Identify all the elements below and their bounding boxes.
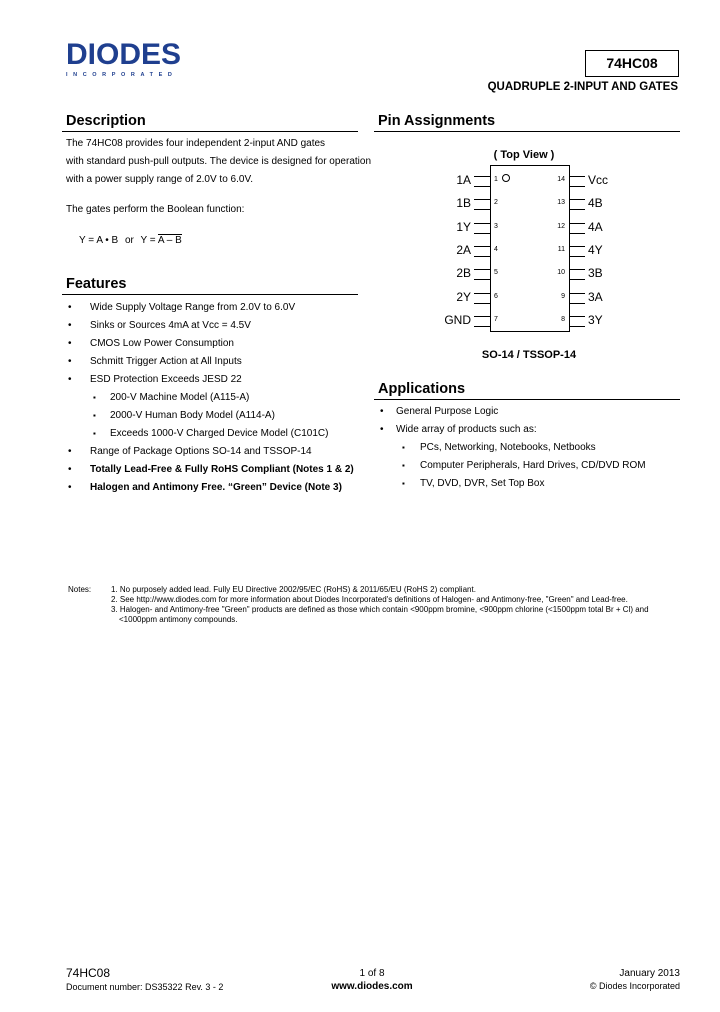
pin-lead <box>569 293 585 304</box>
pin1-marker-icon <box>502 174 510 182</box>
feature-item <box>68 299 358 317</box>
application-subitem <box>380 457 680 475</box>
pin-name-right: 4B <box>588 196 603 211</box>
square-bullet-icon: ▪ <box>93 429 96 438</box>
note-item: <1000ppm antimony compounds. <box>119 615 238 624</box>
feature-text: ESD Protection Exceeds JESD 22 <box>90 374 242 385</box>
bullet-icon: • <box>68 464 72 475</box>
boolean-intro: The gates perform the Boolean function: <box>66 204 245 215</box>
pin-number-right: 11 <box>557 245 565 253</box>
pin-number-left: 5 <box>494 269 498 277</box>
description-line: with standard push-pull outputs. The device is designed for operation <box>66 156 372 167</box>
feature-text: Exceeds 1000-V Charged Device Model (C101C) <box>110 428 329 439</box>
diodes-logo: DIODES <box>66 38 182 71</box>
feature-text: Halogen and Antimony Free. “Green” Device (Note 3) <box>90 482 342 493</box>
pin-lead <box>474 223 490 234</box>
description-rule <box>62 131 358 132</box>
pin-number-right: 9 <box>561 292 565 300</box>
pin-number-left: 1 <box>494 176 498 183</box>
feature-item <box>68 335 358 353</box>
pin-lead <box>569 246 585 257</box>
application-subitem <box>380 475 680 493</box>
bullet-icon: • <box>68 356 72 367</box>
pin-name-left: 2B <box>456 266 471 281</box>
description-line: with a power supply range of 2.0V to 6.0V. <box>66 174 253 185</box>
feature-text: 200-V Machine Model (A115-A) <box>110 392 250 403</box>
footer-page-number: 1 of 8 <box>359 968 385 979</box>
pin-lead <box>569 176 585 187</box>
applications-title: Applications <box>378 381 466 397</box>
bullet-icon: • <box>68 482 72 493</box>
diodes-logo-subtext: INCORPORATED <box>66 72 178 78</box>
pin-lead <box>474 269 490 280</box>
application-item <box>380 403 680 421</box>
note-item: 3. Halogen- and Antimony-free "Green" products are defined as those which contain <900ppm bromine, <900ppm chlorine (<1500ppm total Br + Cl) and <box>111 605 649 614</box>
feature-text: Wide Supply Voltage Range from 2.0V to 6.0V <box>90 302 296 313</box>
square-bullet-icon: ▪ <box>402 479 405 488</box>
part-number: 74HC08 <box>606 55 658 71</box>
pin-name-right: 4A <box>588 219 603 234</box>
description-title: Description <box>66 113 146 129</box>
feature-text: Schmitt Trigger Action at All Inputs <box>90 356 242 367</box>
equation-or: or <box>124 235 134 246</box>
pin-lead <box>569 199 585 210</box>
pin-lead <box>569 269 585 280</box>
package-label: SO-14 / TSSOP-14 <box>481 349 577 361</box>
square-bullet-icon: ▪ <box>402 443 405 452</box>
equation-2-right: A – B <box>157 235 182 246</box>
feature-item <box>68 443 358 461</box>
bullet-icon: • <box>68 374 72 385</box>
pin-name-left: 1A <box>456 173 471 187</box>
pin-lead <box>474 293 490 304</box>
application-text: TV, DVD, DVR, Set Top Box <box>420 478 545 489</box>
note-item: 1. No purposely added lead. Fully EU Directive 2002/95/EC (RoHS) & 2011/65/EU (RoHS 2) compliant. <box>111 585 476 594</box>
bullet-icon: • <box>380 424 384 435</box>
application-text: General Purpose Logic <box>396 406 499 417</box>
pin-name-left: 2A <box>456 242 471 257</box>
pin-number-right: 13 <box>557 199 565 207</box>
pin-lead <box>474 199 490 210</box>
note-item: 2. See http://www.diodes.com for more information about Diodes Incorporated's definitions of Halogen- and Antimony-free, "Green" and Lead-free. <box>111 595 628 604</box>
feature-item <box>68 353 358 371</box>
pin-number-left: 6 <box>494 292 498 300</box>
pin-name-left: 2Y <box>456 289 471 304</box>
application-text: Wide array of products such as: <box>396 424 537 435</box>
footer-website-link[interactable]: www.diodes.com <box>331 981 413 992</box>
feature-subitem <box>68 425 358 443</box>
feature-subitem <box>68 407 358 425</box>
footer-doc-number: Document number: DS35322 Rev. 3 - 2 <box>66 982 224 992</box>
applications-list <box>380 403 680 493</box>
pin-assignments-rule <box>374 131 680 132</box>
features-rule <box>62 294 358 295</box>
pin-name-right: 3B <box>588 266 603 281</box>
equation-2-left: Y = <box>140 235 156 246</box>
square-bullet-icon: ▪ <box>93 411 96 420</box>
pin-assignments-title: Pin Assignments <box>378 113 496 129</box>
pin-number-left: 7 <box>494 315 498 323</box>
pin-number-left: 3 <box>494 222 498 230</box>
pin-number-right: 12 <box>557 222 565 230</box>
bullet-icon: • <box>68 302 72 313</box>
feature-text: CMOS Low Power Consumption <box>90 338 234 349</box>
boolean-equation <box>79 232 182 250</box>
description-line: The 74HC08 provides four independent 2-input AND gates <box>66 138 326 149</box>
bullet-icon: • <box>68 338 72 349</box>
square-bullet-icon: ▪ <box>93 393 96 402</box>
document-subtitle: QUADRUPLE 2-INPUT AND GATES <box>487 81 678 93</box>
bullet-icon: • <box>68 446 72 457</box>
feature-text: Totally Lead-Free & Fully RoHS Compliant (Notes 1 & 2) <box>90 464 354 475</box>
feature-item <box>68 479 358 497</box>
pin-number-left: 2 <box>494 199 498 207</box>
feature-text: Sinks or Sources 4mA at Vᴄᴄ = 4.5V <box>90 320 251 331</box>
pin-name-right: 3A <box>588 289 603 304</box>
feature-item <box>68 371 358 389</box>
application-subitem <box>380 439 680 457</box>
pin-name-left: 1Y <box>456 219 471 234</box>
pin-name-left: GND <box>444 312 471 327</box>
pin-lead <box>474 246 490 257</box>
description-text <box>66 135 371 189</box>
top-view-label: ( Top View ) <box>493 149 555 161</box>
footer-copyright: © Diodes Incorporated <box>589 981 680 991</box>
pin-number-left: 4 <box>494 245 498 253</box>
features-list <box>68 299 358 497</box>
pin-name-right: 3Y <box>588 312 603 327</box>
pin-lead <box>474 176 490 187</box>
pin-name-right: Vcc <box>588 173 609 187</box>
notes-list <box>111 585 691 625</box>
features-title: Features <box>66 276 127 292</box>
application-text: Computer Peripherals, Hard Drives, CD/DVD ROM <box>420 460 646 471</box>
application-item <box>380 421 680 439</box>
feature-item <box>68 461 358 479</box>
pin-number-right: 10 <box>557 269 565 277</box>
application-text: PCs, Networking, Notebooks, Netbooks <box>420 442 596 453</box>
bullet-icon: • <box>380 406 384 417</box>
pin-name-right: 4Y <box>588 242 603 257</box>
equation-1: Y = A • B <box>79 235 119 246</box>
pin-lead <box>569 223 585 234</box>
notes-label: Notes: <box>68 585 92 594</box>
feature-text: Range of Package Options SO-14 and TSSOP-14 <box>90 446 312 457</box>
footer-date: January 2013 <box>619 968 680 979</box>
pin-lead <box>569 316 585 327</box>
footer-part-number: 74HC08 <box>66 966 111 980</box>
feature-subitem <box>68 389 358 407</box>
square-bullet-icon: ▪ <box>402 461 405 470</box>
bullet-icon: • <box>68 320 72 331</box>
pin-lead <box>474 316 490 327</box>
feature-text: 2000-V Human Body Model (A114-A) <box>110 410 275 421</box>
pin-name-left: 1B <box>456 196 471 211</box>
feature-item <box>68 317 358 335</box>
applications-rule <box>374 399 680 400</box>
pin-number-right: 8 <box>561 315 565 323</box>
pin-number-right: 14 <box>557 176 565 183</box>
